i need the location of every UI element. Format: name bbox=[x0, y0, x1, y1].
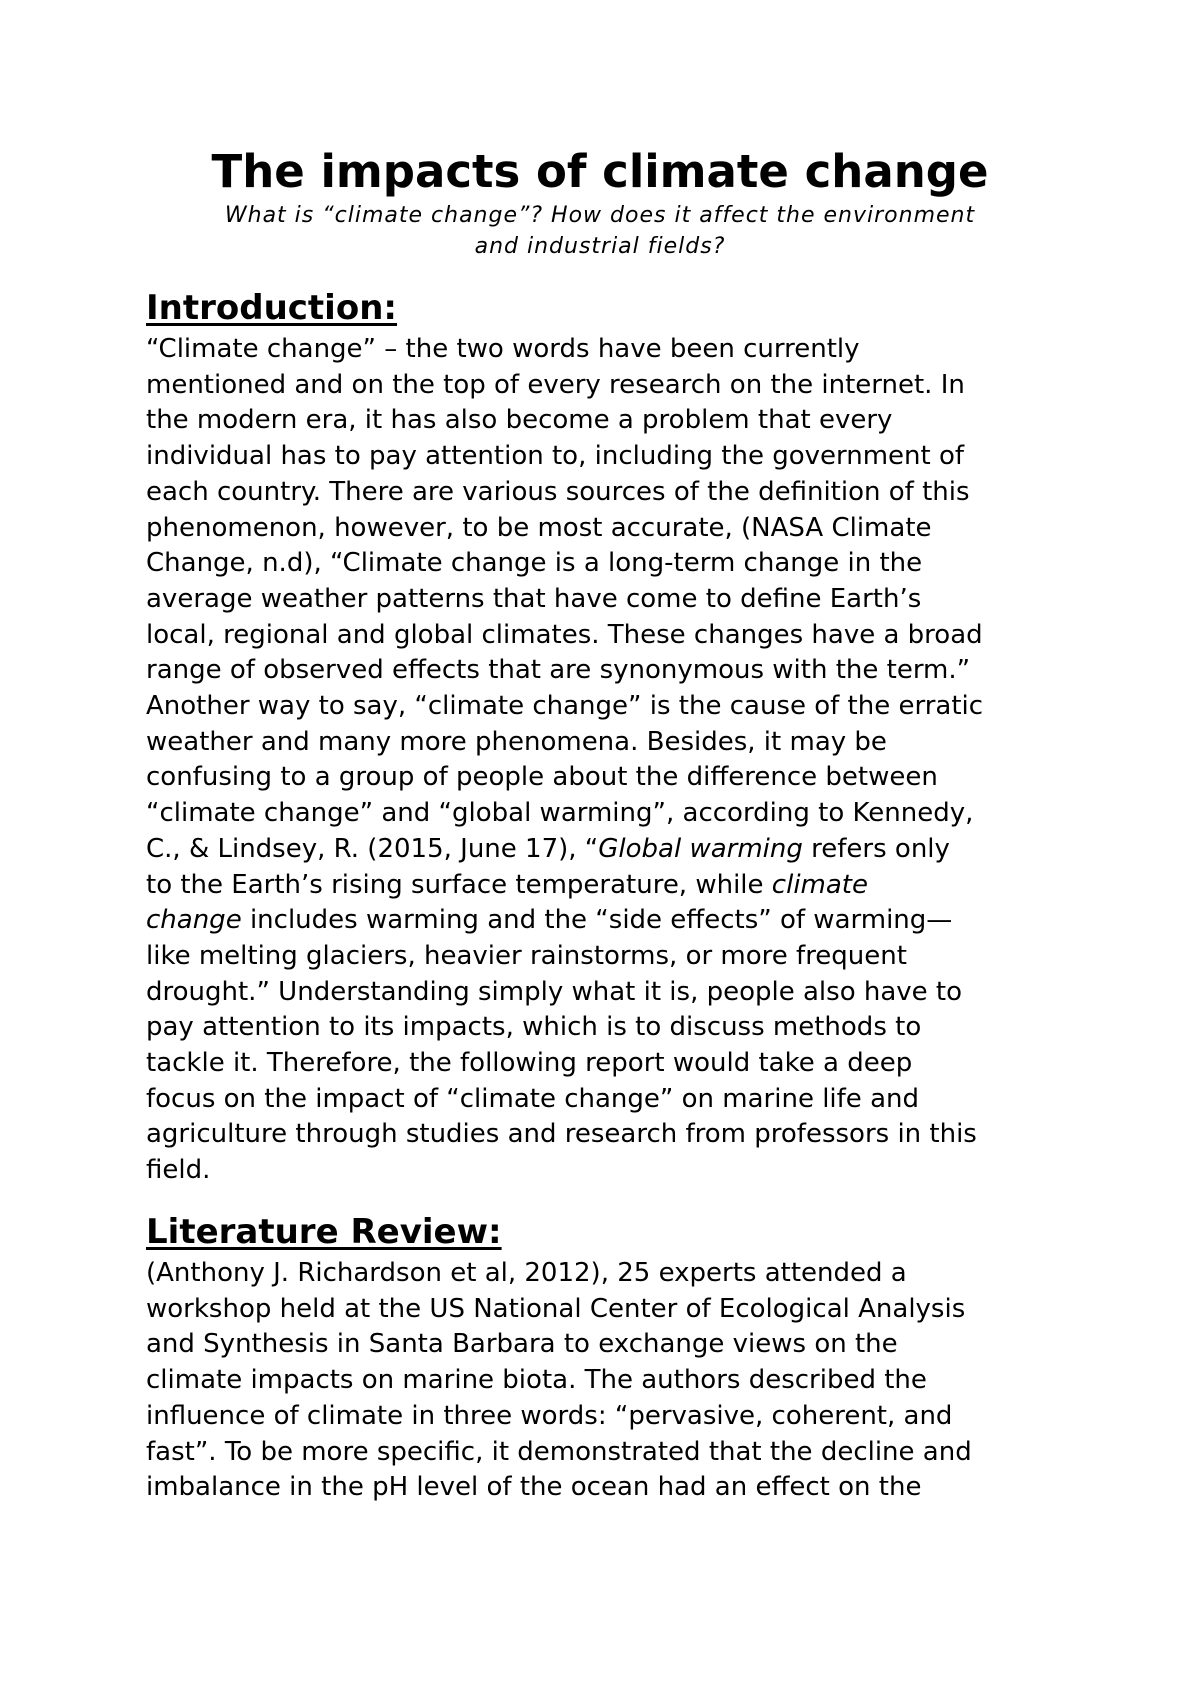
introduction-line: field. bbox=[146, 1155, 211, 1186]
literature-review-line: workshop held at the US National Center of Ecological Analysis bbox=[146, 1293, 966, 1324]
introduction-line: local, regional and global climates. These changes have a broad bbox=[146, 619, 983, 650]
introduction-line bbox=[146, 832, 1086, 868]
introduction-line: phenomenon, however, to be most accurate, (NASA Climate bbox=[146, 512, 932, 543]
introduction-heading: Introduction: bbox=[146, 288, 397, 328]
introduction-line: pay attention to its impacts, which is to discuss methods to bbox=[146, 1012, 922, 1043]
subtitle-line: What is “climate change”? How does it affect the environment bbox=[224, 203, 976, 228]
introduction-italic-term: climate bbox=[771, 869, 868, 900]
introduction-line: “Climate change” – the two words have been currently bbox=[146, 334, 860, 364]
literature-review-line: imbalance in the pH level of the ocean had an effect on the bbox=[146, 1472, 922, 1503]
introduction-line: “climate change” and “global warming”, according to Kennedy, bbox=[146, 798, 974, 829]
document-subtitle bbox=[150, 200, 1050, 262]
introduction-line: tackle it. Therefore, the following report would take a deep bbox=[146, 1048, 913, 1079]
introduction-line: confusing to a group of people about the difference between bbox=[146, 762, 938, 793]
introduction-line: mentioned and on the top of every research on the internet. In bbox=[146, 369, 965, 400]
introduction-line: weather and many more phenomena. Besides, it may be bbox=[146, 726, 887, 757]
introduction-text: to the Earth’s rising surface temperature, while bbox=[146, 869, 772, 900]
literature-review-line: influence of climate in three words: “pervasive, coherent, and bbox=[146, 1400, 953, 1431]
literature-review-line: and Synthesis in Santa Barbara to exchange views on the bbox=[146, 1329, 898, 1360]
introduction-line: the modern era, it has also become a problem that every bbox=[146, 405, 893, 436]
introduction-line: range of observed effects that are synonymous with the term.” bbox=[146, 655, 971, 686]
literature-review-line: climate impacts on marine biota. The authors described the bbox=[146, 1365, 927, 1396]
introduction-line: drought.” Understanding simply what it is, people also have to bbox=[146, 976, 963, 1007]
literature-review-body bbox=[146, 1256, 1086, 1506]
introduction-line: Another way to say, “climate change” is the cause of the erratic bbox=[146, 691, 984, 722]
introduction-text: C., & Lindsey, R. (2015, June 17), “ bbox=[146, 833, 599, 864]
introduction-line: like melting glaciers, heavier rainstorms, or more frequent bbox=[146, 940, 907, 971]
introduction-text: includes warming and the “side effects” of warming— bbox=[241, 905, 953, 936]
introduction-italic-term: Global warming bbox=[598, 833, 803, 864]
introduction-italic-term: change bbox=[146, 905, 242, 936]
introduction-line: agriculture through studies and research from professors in this bbox=[146, 1119, 977, 1150]
introduction-line: individual has to pay attention to, including the government of bbox=[146, 441, 965, 472]
introduction-line: Change, n.d), “Climate change is a long-term change in the bbox=[146, 548, 923, 579]
introduction-line: focus on the impact of “climate change” on marine life and bbox=[146, 1083, 919, 1114]
introduction-text: refers only bbox=[802, 833, 950, 864]
subtitle-line: and industrial fields? bbox=[474, 234, 726, 259]
introduction-line: each country. There are various sources of the definition of this bbox=[146, 476, 970, 507]
introduction-line bbox=[146, 903, 1086, 939]
literature-review-line: (Anthony J. Richardson et al, 2012), 25 experts attended a bbox=[146, 1258, 907, 1288]
introduction-line bbox=[146, 868, 1086, 904]
literature-review-heading: Literature Review: bbox=[146, 1212, 502, 1252]
document-title: The impacts of climate change bbox=[211, 145, 989, 198]
introduction-line: average weather patterns that have come to define Earth’s bbox=[146, 583, 922, 614]
literature-review-line: fast”. To be more specific, it demonstrated that the decline and bbox=[146, 1436, 972, 1467]
introduction-body bbox=[146, 332, 1086, 1189]
